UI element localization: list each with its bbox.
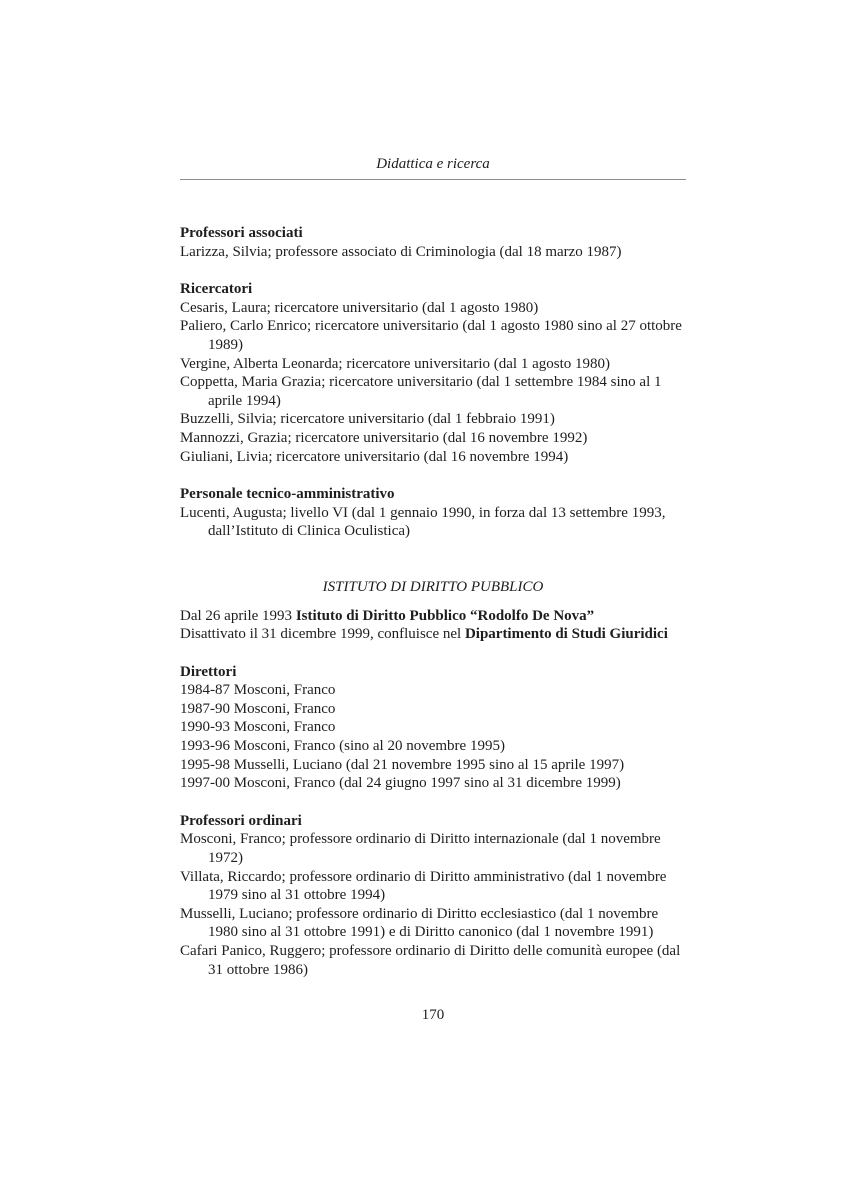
bold-segment: Istituto di Diritto Pubblico “Rodolfo De Nova”	[295, 607, 595, 624]
page-number: 170	[421, 1007, 445, 1024]
section-heading-direttori: Direttori	[180, 663, 237, 680]
running-header: Didattica e ricerca	[376, 156, 490, 172]
institute-founding-line	[180, 607, 686, 626]
entry-line: 1987-90 Mosconi, Franco	[180, 700, 336, 717]
bold-segment: Dipartimento di Studi Giuridici	[464, 626, 668, 643]
entry-line: Coppetta, Maria Grazia; ricercatore universitario (dal 1 settembre 1984 sino al 1 aprile 1994)	[180, 374, 662, 409]
entry-line: Giuliani, Livia; ricercatore universitario (dal 16 novembre 1994)	[180, 448, 569, 465]
text-column	[180, 0, 686, 1024]
section-heading-professori-ordinari: Professori ordinari	[180, 812, 302, 829]
entry-line: Musselli, Luciano; professore ordinario di Diritto ecclesiastico (dal 1 novembre 1980 sino al 31 ottobre 1991) e di Diritto canonico (dal 1 novembre 1991)	[180, 905, 659, 941]
page-content	[180, 180, 686, 979]
text-segment: Dal 26 aprile 1993	[180, 607, 296, 624]
entry-line: Buzzelli, Silvia; ricercatore universitario (dal 1 febbraio 1991)	[180, 411, 555, 428]
entry-line: Mosconi, Franco; professore ordinario di Diritto internazionale (dal 1 novembre 1972)	[180, 831, 661, 867]
text-segment: Disattivato il 31 dicembre 1999, confluisce nel	[180, 626, 465, 643]
entry-line: Vergine, Alberta Leonarda; ricercatore universitario (dal 1 agosto 1980)	[180, 355, 610, 372]
entry-line: 1997-00 Mosconi, Franco (dal 24 giugno 1997 sino al 31 dicembre 1999)	[180, 775, 621, 792]
entry-line: Cafari Panico, Ruggero; professore ordinario di Diritto delle comunità europee (dal 31 ottobre 1986)	[180, 943, 681, 978]
institute-title: ISTITUTO DI DIRITTO PUBBLICO	[322, 578, 544, 595]
section-heading-personale-tecnico: Personale tecnico-amministrativo	[180, 486, 395, 503]
entry-line: 1995-98 Musselli, Luciano (dal 21 novembre 1995 sino al 15 aprile 1997)	[180, 756, 625, 773]
entry-line: 1993-96 Mosconi, Franco (sino al 20 novembre 1995)	[180, 738, 505, 755]
entry-line: Larizza, Silvia; professore associato di Criminologia (dal 18 marzo 1987)	[180, 243, 622, 260]
section-heading-professori-associati: Professori associati	[180, 225, 303, 241]
entry-line: 1990-93 Mosconi, Franco	[180, 719, 336, 736]
institute-closure-line	[180, 625, 686, 644]
entry-line: 1984-87 Mosconi, Franco	[180, 682, 336, 699]
entry-line: Paliero, Carlo Enrico; ricercatore universitario (dal 1 agosto 1980 sino al 27 ottobre 1989)	[180, 318, 682, 353]
section-heading-ricercatori: Ricercatori	[180, 281, 253, 298]
entry-line: Lucenti, Augusta; livello VI (dal 1 gennaio 1990, in forza dal 13 settembre 1993, dall’Istituto di Clinica Oculistica)	[180, 504, 666, 540]
entry-line: Mannozzi, Grazia; ricercatore universitario (dal 16 novembre 1992)	[180, 429, 588, 446]
entry-line: Villata, Riccardo; professore ordinario di Diritto amministrativo (dal 1 novembre 1979 sino al 31 ottobre 1994)	[180, 868, 667, 904]
entry-line: Cesaris, Laura; ricercatore universitario (dal 1 agosto 1980)	[180, 299, 539, 316]
